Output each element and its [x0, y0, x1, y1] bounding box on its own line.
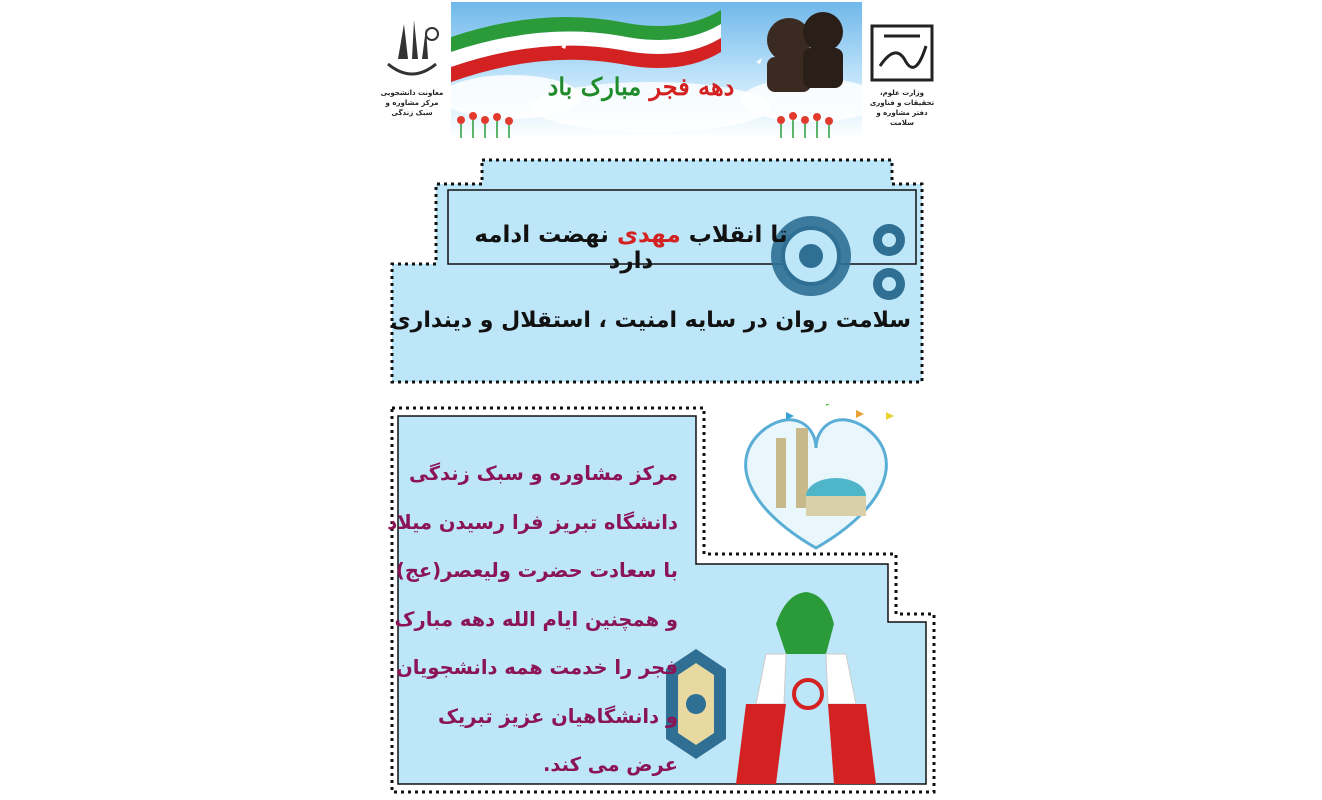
left-logo-caption-2: مرکز مشاوره و سبک زندگی [385, 99, 439, 117]
banner-title-green: مبارک باد [547, 72, 642, 101]
greeting-line: و همچنین ایام الله دهه مبارک [394, 607, 678, 631]
right-logo-caption-1: وزارت علوم، تحقیقات و فناوری [869, 89, 935, 107]
right-logo-caption-2: دفتر مشاوره و سلامت [876, 109, 928, 127]
greeting-line: عرض می کند. [542, 753, 678, 776]
slogan-line-2: سلامت روان در سایه امنیت ، استقلال و دینداری [390, 308, 911, 333]
university-logo [378, 14, 446, 124]
greeting-line: با سعادت حضرت ولیعصر(عج) [395, 559, 678, 582]
greeting-panel [386, 404, 938, 796]
flag-and-flowers-illustration [451, 2, 862, 138]
slogan-panel [386, 156, 926, 384]
greeting-message [387, 450, 678, 790]
mosque-heart-illustration [746, 404, 894, 548]
slogan-line-1 [456, 222, 806, 274]
slogan-line-1-start: تا انقلاب [688, 222, 788, 248]
greeting-line: مرکز مشاوره و سبک زندگی [408, 462, 678, 485]
greeting-line: و دانشگاهیان عزیز تبریک [437, 704, 678, 728]
slogan-line-1-end: نهضت ادامه دارد [474, 222, 654, 274]
ministry-logo [866, 22, 938, 127]
greeting-line: دانشگاه تبریز فرا رسیدن میلاد [387, 510, 678, 534]
university-emblem-icon [378, 14, 446, 84]
slogan-highlight-word: مهدی [616, 222, 681, 248]
left-logo-caption-1: معاونت دانشجویی [380, 89, 444, 97]
greeting-line: فجر را خدمت همه دانشجویان [396, 656, 678, 679]
ministry-calligraphy-icon [866, 22, 938, 84]
header-banner [451, 2, 862, 138]
banner-title-red: دهه فجر [649, 72, 735, 101]
banner-title [541, 72, 741, 101]
